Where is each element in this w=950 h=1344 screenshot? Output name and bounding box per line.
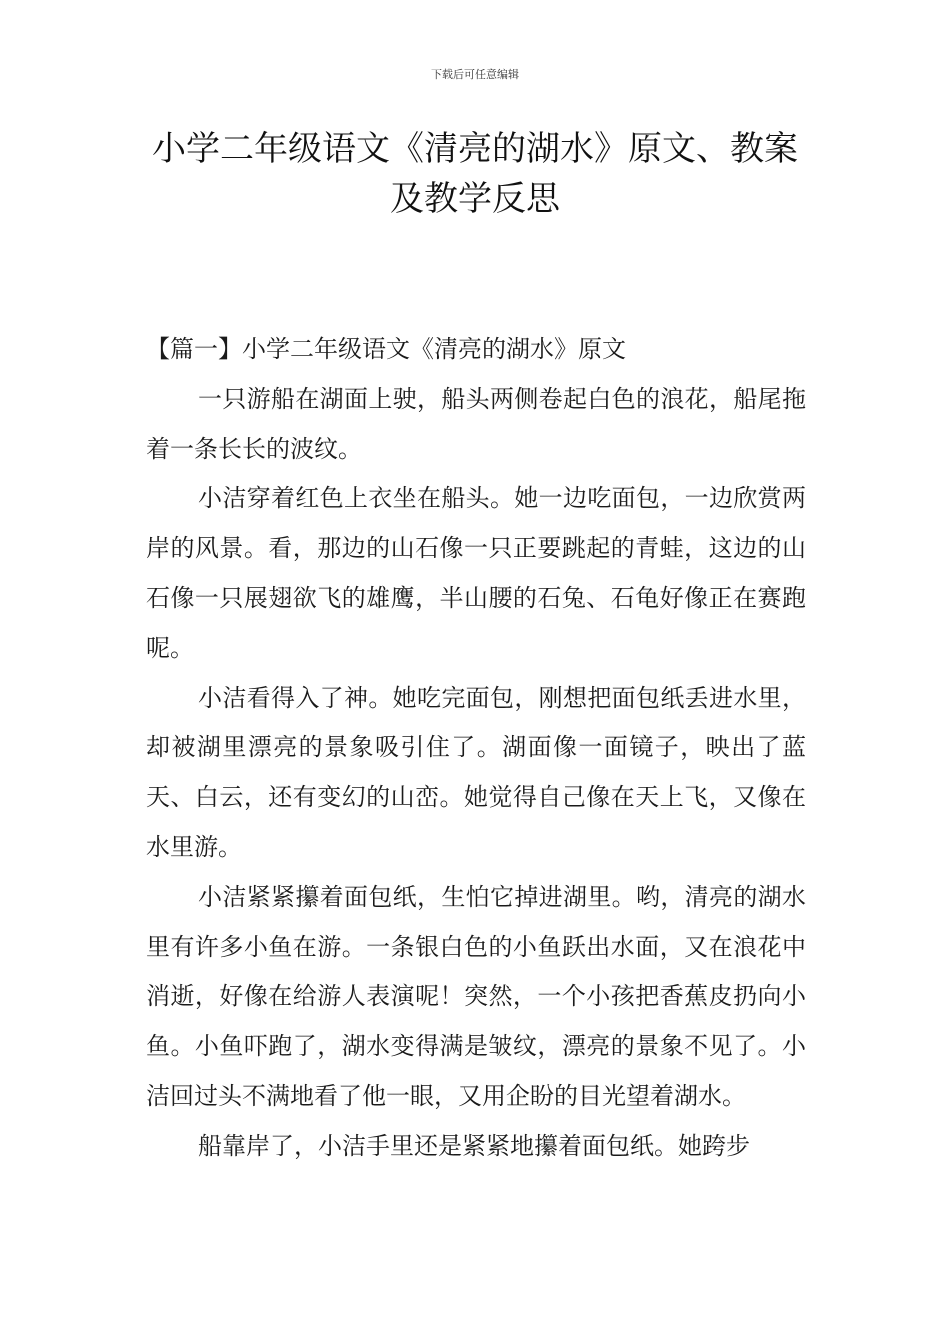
paragraph-1: 一只游船在湖面上驶，船头两侧卷起白色的浪花，船尾拖着一条长长的波纹。 [146,384,806,463]
document-title: 小学二年级语文《清亮的湖水》原文、教案及教学反思 [152,129,798,219]
document-body [146,325,806,1172]
paragraph-4: 小洁紧紧攥着面包纸，生怕它掉进湖里。哟，清亮的湖水里有许多小鱼在游。一条银白色的小鱼跃出水面，又在浪花中消逝，好像在给游人表演呢！突然，一个小孩把香蕉皮扔向小鱼。小鱼吓跑了，湖水变得满是皱纹，漂亮的景象不见了。小洁回过头不满地看了他一眼，又用企盼的目光望着湖水。 [146,882,806,1110]
paragraph-2: 小洁穿着红色上衣坐在船头。她一边吃面包，一边欣赏两岸的风景。看，那边的山石像一只正要跳起的青蛙，这边的山石像一只展翅欲飞的雄鹰，半山腰的石兔、石龟好像正在赛跑呢。 [146,484,806,662]
paragraph-3: 小洁看得入了神。她吃完面包，刚想把面包纸丢进水里，却被湖里漂亮的景象吸引住了。湖面像一面镜子，映出了蓝天、白云，还有变幻的山峦。她觉得自己像在天上飞，又像在水里游。 [146,683,806,861]
header-note: 下载后可任意编辑 [431,68,519,81]
paragraph-5: 船靠岸了，小洁手里还是紧紧地攥着面包纸。她跨步 [198,1131,750,1160]
section-heading: 【篇一】小学二年级语文《清亮的湖水》原文 [146,335,626,363]
